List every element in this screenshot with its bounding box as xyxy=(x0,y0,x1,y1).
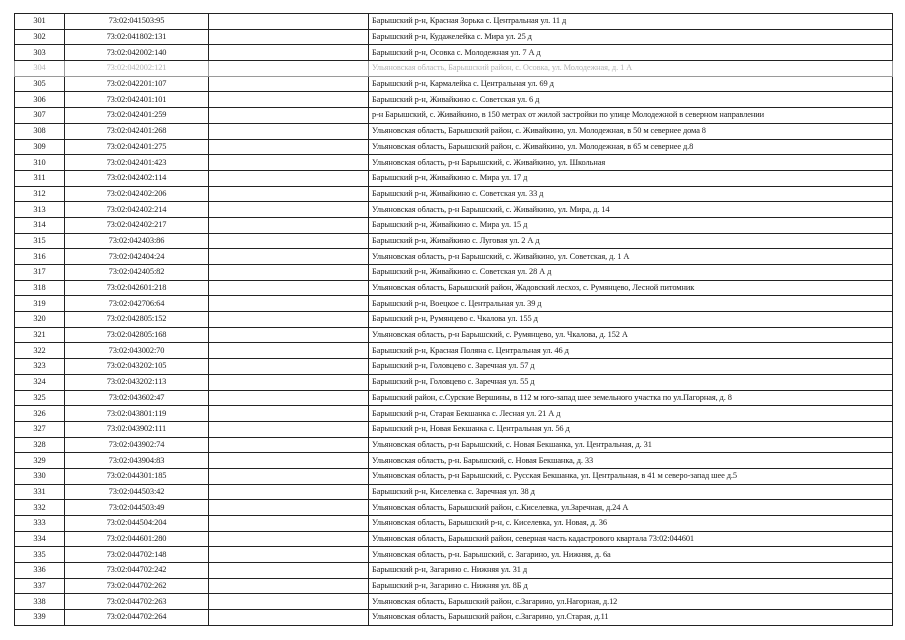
empty-cell xyxy=(209,76,369,92)
table-row xyxy=(15,92,893,108)
row-number-cell: 337 xyxy=(15,578,65,594)
address-cell: Ульяновская область, р-н Барышский, с. Живайкино, ул. Школьная xyxy=(369,155,893,171)
row-number-cell: 310 xyxy=(15,155,65,171)
table-row xyxy=(15,280,893,296)
row-number-cell: 334 xyxy=(15,531,65,547)
row-number-cell: 318 xyxy=(15,280,65,296)
row-number-cell: 331 xyxy=(15,484,65,500)
cadastral-number-cell: 73:02:042402:114 xyxy=(65,170,209,186)
row-number-cell: 328 xyxy=(15,437,65,453)
address-cell: Барышский р-н, Живайкино с. Советская ул. 33 д xyxy=(369,186,893,202)
cadastral-number-cell: 73:02:043602:47 xyxy=(65,390,209,406)
cadastral-number-cell: 73:02:043002:70 xyxy=(65,343,209,359)
table-row xyxy=(15,374,893,390)
empty-cell xyxy=(209,547,369,563)
empty-cell xyxy=(209,202,369,218)
empty-cell xyxy=(209,374,369,390)
cadastral-number-cell: 73:02:043902:111 xyxy=(65,421,209,437)
address-cell: Барышский р-н, Румянцево с. Чкалова ул. 155 д xyxy=(369,312,893,328)
cadastral-number-cell: 73:02:042402:206 xyxy=(65,186,209,202)
address-cell: Барышский р-н, Старая Бекшанка с. Лесная ул. 21 А д xyxy=(369,406,893,422)
address-cell: Ульяновская область, р-н Барышский, с. Русская Бекшанка, ул. Центральная, в 41 м северо-запад шее д.5 xyxy=(369,468,893,484)
row-number-cell: 335 xyxy=(15,547,65,563)
table-row xyxy=(15,531,893,547)
table-row xyxy=(15,500,893,516)
empty-cell xyxy=(209,92,369,108)
cadastral-number-cell: 73:02:042404:24 xyxy=(65,249,209,265)
table-row xyxy=(15,202,893,218)
row-number-cell: 313 xyxy=(15,202,65,218)
cadastral-number-cell: 73:02:043202:113 xyxy=(65,374,209,390)
row-number-cell: 316 xyxy=(15,249,65,265)
empty-cell xyxy=(209,312,369,328)
empty-cell xyxy=(209,500,369,516)
cadastral-number-cell: 73:02:042402:214 xyxy=(65,202,209,218)
address-cell: Ульяновская область, Барышский район, с. Живайкино, ул. Молодежная, в 50 м севернее дома 8 xyxy=(369,123,893,139)
table-row xyxy=(15,139,893,155)
cadastral-number-cell: 73:02:042401:259 xyxy=(65,108,209,124)
empty-cell xyxy=(209,108,369,124)
row-number-cell: 329 xyxy=(15,453,65,469)
table-row xyxy=(15,547,893,563)
row-number-cell: 323 xyxy=(15,359,65,375)
empty-cell xyxy=(209,563,369,579)
table-row xyxy=(15,14,893,30)
address-cell: Барышский р-н, Красная Зорька с. Центральная ул. 11 д xyxy=(369,14,893,30)
cadastral-number-cell: 73:02:044601:280 xyxy=(65,531,209,547)
cadastral-number-cell: 73:02:042805:152 xyxy=(65,312,209,328)
cadastral-number-cell: 73:02:043801:119 xyxy=(65,406,209,422)
table-row xyxy=(15,217,893,233)
empty-cell xyxy=(209,516,369,532)
address-cell: Барышский р-н, Киселевка с. Заречная ул. 38 д xyxy=(369,484,893,500)
empty-cell xyxy=(209,29,369,45)
cadastral-number-cell: 73:02:044503:49 xyxy=(65,500,209,516)
empty-cell xyxy=(209,359,369,375)
cadastral-number-cell: 73:02:042403:86 xyxy=(65,233,209,249)
empty-cell xyxy=(209,406,369,422)
address-cell: Ульяновская область, Барышский район, с.Киселевка, ул.Заречная, д.24 А xyxy=(369,500,893,516)
table-row xyxy=(15,359,893,375)
row-number-cell: 314 xyxy=(15,217,65,233)
cadastral-number-cell: 73:02:042805:168 xyxy=(65,327,209,343)
table-row xyxy=(15,170,893,186)
address-cell: Барышский р-н, Живайкино с. Советская ул. 28 А д xyxy=(369,265,893,281)
empty-cell xyxy=(209,453,369,469)
cadastral-number-cell: 73:02:043202:105 xyxy=(65,359,209,375)
cadastral-number-cell: 73:02:044504:204 xyxy=(65,516,209,532)
empty-cell xyxy=(209,186,369,202)
row-number-cell: 320 xyxy=(15,312,65,328)
address-cell: Барышский р-н, Живайкино с. Мира ул. 17 д xyxy=(369,170,893,186)
registry-table xyxy=(14,13,893,626)
cadastral-number-cell: 73:02:043902:74 xyxy=(65,437,209,453)
cadastral-number-cell: 73:02:042405:82 xyxy=(65,265,209,281)
empty-cell xyxy=(209,217,369,233)
row-number-cell: 321 xyxy=(15,327,65,343)
table-row xyxy=(15,421,893,437)
cadastral-number-cell: 73:02:042402:217 xyxy=(65,217,209,233)
empty-cell xyxy=(209,327,369,343)
table-row xyxy=(15,578,893,594)
cadastral-number-cell: 73:02:041503:95 xyxy=(65,14,209,30)
table-row xyxy=(15,563,893,579)
empty-cell xyxy=(209,14,369,30)
address-cell: Барышский р-н, Кармалейка с. Центральная ул. 69 д xyxy=(369,76,893,92)
address-cell: Ульяновская область, Барышский район, с. Осовка, ул. Молодежная, д. 1 А xyxy=(369,61,893,77)
cadastral-number-cell: 73:02:042706:64 xyxy=(65,296,209,312)
row-number-cell: 317 xyxy=(15,265,65,281)
table-row xyxy=(15,123,893,139)
cadastral-number-cell: 73:02:042401:423 xyxy=(65,155,209,171)
empty-cell xyxy=(209,170,369,186)
table-row xyxy=(15,108,893,124)
empty-cell xyxy=(209,594,369,610)
address-cell: Барышский р-н, Живайкино с. Луговая ул. 2 А д xyxy=(369,233,893,249)
address-cell: Барышский р-н, Загарино с. Нижняя ул. 8Б д xyxy=(369,578,893,594)
cadastral-number-cell: 73:02:044702:262 xyxy=(65,578,209,594)
table-row xyxy=(15,265,893,281)
cadastral-number-cell: 73:02:042201:107 xyxy=(65,76,209,92)
cadastral-number-cell: 73:02:042002:140 xyxy=(65,45,209,61)
empty-cell xyxy=(209,155,369,171)
row-number-cell: 339 xyxy=(15,610,65,626)
address-cell: Барышский р-н, Загарино с. Нижняя ул. 31 д xyxy=(369,563,893,579)
address-cell: Ульяновская область, р-н. Барышский, с. Новая Бекшанка, д. 33 xyxy=(369,453,893,469)
address-cell: Ульяновская область, р-н. Барышский, с. Загарино, ул. Нижняя, д. 6а xyxy=(369,547,893,563)
table-row xyxy=(15,484,893,500)
address-cell: Барышский р-н, Воецкое с. Центральная ул. 39 д xyxy=(369,296,893,312)
cadastral-number-cell: 73:02:043904:83 xyxy=(65,453,209,469)
row-number-cell: 306 xyxy=(15,92,65,108)
table-row xyxy=(15,155,893,171)
row-number-cell: 336 xyxy=(15,563,65,579)
address-cell: Ульяновская область, р-н Барышский, с. Живайкино, ул. Мира, д. 14 xyxy=(369,202,893,218)
empty-cell xyxy=(209,421,369,437)
row-number-cell: 303 xyxy=(15,45,65,61)
table-row xyxy=(15,312,893,328)
address-cell: Барышский р-н, Живайкино с. Советская ул. 6 д xyxy=(369,92,893,108)
row-number-cell: 308 xyxy=(15,123,65,139)
row-number-cell: 322 xyxy=(15,343,65,359)
cadastral-number-cell: 73:02:042401:101 xyxy=(65,92,209,108)
address-cell: Ульяновская область, Барышский район, северная часть кадастрового квартала 73:02:044601 xyxy=(369,531,893,547)
table-row xyxy=(15,29,893,45)
address-cell: Барышский р-н, Новая Бекшанка с. Центральная ул. 56 д xyxy=(369,421,893,437)
row-number-cell: 304 xyxy=(15,61,65,77)
cadastral-number-cell: 73:02:044702:263 xyxy=(65,594,209,610)
empty-cell xyxy=(209,578,369,594)
address-cell: Ульяновская область, Барышский район, с.Загарино, ул.Нагорная, д.12 xyxy=(369,594,893,610)
row-number-cell: 338 xyxy=(15,594,65,610)
table-row xyxy=(15,76,893,92)
table-row xyxy=(15,186,893,202)
row-number-cell: 307 xyxy=(15,108,65,124)
row-number-cell: 305 xyxy=(15,76,65,92)
table-row xyxy=(15,390,893,406)
table-row xyxy=(15,296,893,312)
address-cell: Ульяновская область, Барышский район, Жадовский лесхоз, с. Румянцево, Лесной питомник xyxy=(369,280,893,296)
address-cell: Барышский р-н, Живайкино с. Мира ул. 15 д xyxy=(369,217,893,233)
row-number-cell: 332 xyxy=(15,500,65,516)
table-row xyxy=(15,406,893,422)
address-cell: р-н Барышский, с. Живайкино, в 150 метрах от жилой застройки по улице Молодежной в северном направлении xyxy=(369,108,893,124)
table-row xyxy=(15,343,893,359)
empty-cell xyxy=(209,468,369,484)
table-row xyxy=(15,516,893,532)
table-row xyxy=(15,594,893,610)
empty-cell xyxy=(209,265,369,281)
row-number-cell: 302 xyxy=(15,29,65,45)
row-number-cell: 330 xyxy=(15,468,65,484)
registry-table-body xyxy=(15,14,893,626)
address-cell: Барышский р-н, Кудажелейка с. Мира ул. 25 д xyxy=(369,29,893,45)
row-number-cell: 327 xyxy=(15,421,65,437)
row-number-cell: 301 xyxy=(15,14,65,30)
cadastral-number-cell: 73:02:044702:148 xyxy=(65,547,209,563)
cadastral-number-cell: 73:02:044702:242 xyxy=(65,563,209,579)
row-number-cell: 311 xyxy=(15,170,65,186)
empty-cell xyxy=(209,343,369,359)
row-number-cell: 309 xyxy=(15,139,65,155)
address-cell: Ульяновская область, р-н Барышский, с. Румянцево, ул. Чкалова, д. 152 А xyxy=(369,327,893,343)
empty-cell xyxy=(209,280,369,296)
address-cell: Барышский р-н, Головцево с. Заречная ул. 55 д xyxy=(369,374,893,390)
cadastral-number-cell: 73:02:044702:264 xyxy=(65,610,209,626)
table-row xyxy=(15,45,893,61)
table-row xyxy=(15,468,893,484)
address-cell: Барышский р-н, Осовка с. Молодежная ул. 7 А д xyxy=(369,45,893,61)
address-cell: Ульяновская область, р-н Барышский, с. Новая Бекшанка, ул. Центральная, д. 31 xyxy=(369,437,893,453)
address-cell: Барышский р-н, Головцево с. Заречная ул. 57 д xyxy=(369,359,893,375)
address-cell: Ульяновская область, Барышский район, с. Живайкино, ул. Молодежная, в 65 м севернее д.8 xyxy=(369,139,893,155)
cadastral-number-cell: 73:02:042401:275 xyxy=(65,139,209,155)
empty-cell xyxy=(209,139,369,155)
empty-cell xyxy=(209,531,369,547)
row-number-cell: 333 xyxy=(15,516,65,532)
address-cell: Ульяновская область, р-н Барышский, с. Живайкино, ул. Советская, д. 1 А xyxy=(369,249,893,265)
cadastral-number-cell: 73:02:042002:121 xyxy=(65,61,209,77)
cadastral-number-cell: 73:02:042401:268 xyxy=(65,123,209,139)
empty-cell xyxy=(209,390,369,406)
address-cell: Ульяновская область, Барышский район, с.Загарино, ул.Старая, д.11 xyxy=(369,610,893,626)
empty-cell xyxy=(209,610,369,626)
table-row xyxy=(15,437,893,453)
empty-cell xyxy=(209,45,369,61)
table-row xyxy=(15,249,893,265)
row-number-cell: 325 xyxy=(15,390,65,406)
address-cell: Ульяновская область, Барышский р-н, с. Киселевка, ул. Новая, д. 36 xyxy=(369,516,893,532)
table-row xyxy=(15,327,893,343)
address-cell: Барышский р-н, Красная Поляна с. Центральная ул. 46 д xyxy=(369,343,893,359)
table-row xyxy=(15,453,893,469)
empty-cell xyxy=(209,484,369,500)
empty-cell xyxy=(209,249,369,265)
row-number-cell: 312 xyxy=(15,186,65,202)
row-number-cell: 315 xyxy=(15,233,65,249)
cadastral-number-cell: 73:02:044503:42 xyxy=(65,484,209,500)
table-row xyxy=(15,233,893,249)
row-number-cell: 326 xyxy=(15,406,65,422)
empty-cell xyxy=(209,123,369,139)
table-row xyxy=(15,610,893,626)
cadastral-number-cell: 73:02:041802:131 xyxy=(65,29,209,45)
address-cell: Барышский район, с.Сурские Вершины, в 112 м юго-запад шее земельного участка по ул.Пагорная, д. 8 xyxy=(369,390,893,406)
empty-cell xyxy=(209,437,369,453)
cadastral-number-cell: 73:02:044301:185 xyxy=(65,468,209,484)
empty-cell xyxy=(209,61,369,77)
empty-cell xyxy=(209,296,369,312)
row-number-cell: 319 xyxy=(15,296,65,312)
empty-cell xyxy=(209,233,369,249)
table-row xyxy=(15,61,893,77)
row-number-cell: 324 xyxy=(15,374,65,390)
cadastral-number-cell: 73:02:042601:218 xyxy=(65,280,209,296)
